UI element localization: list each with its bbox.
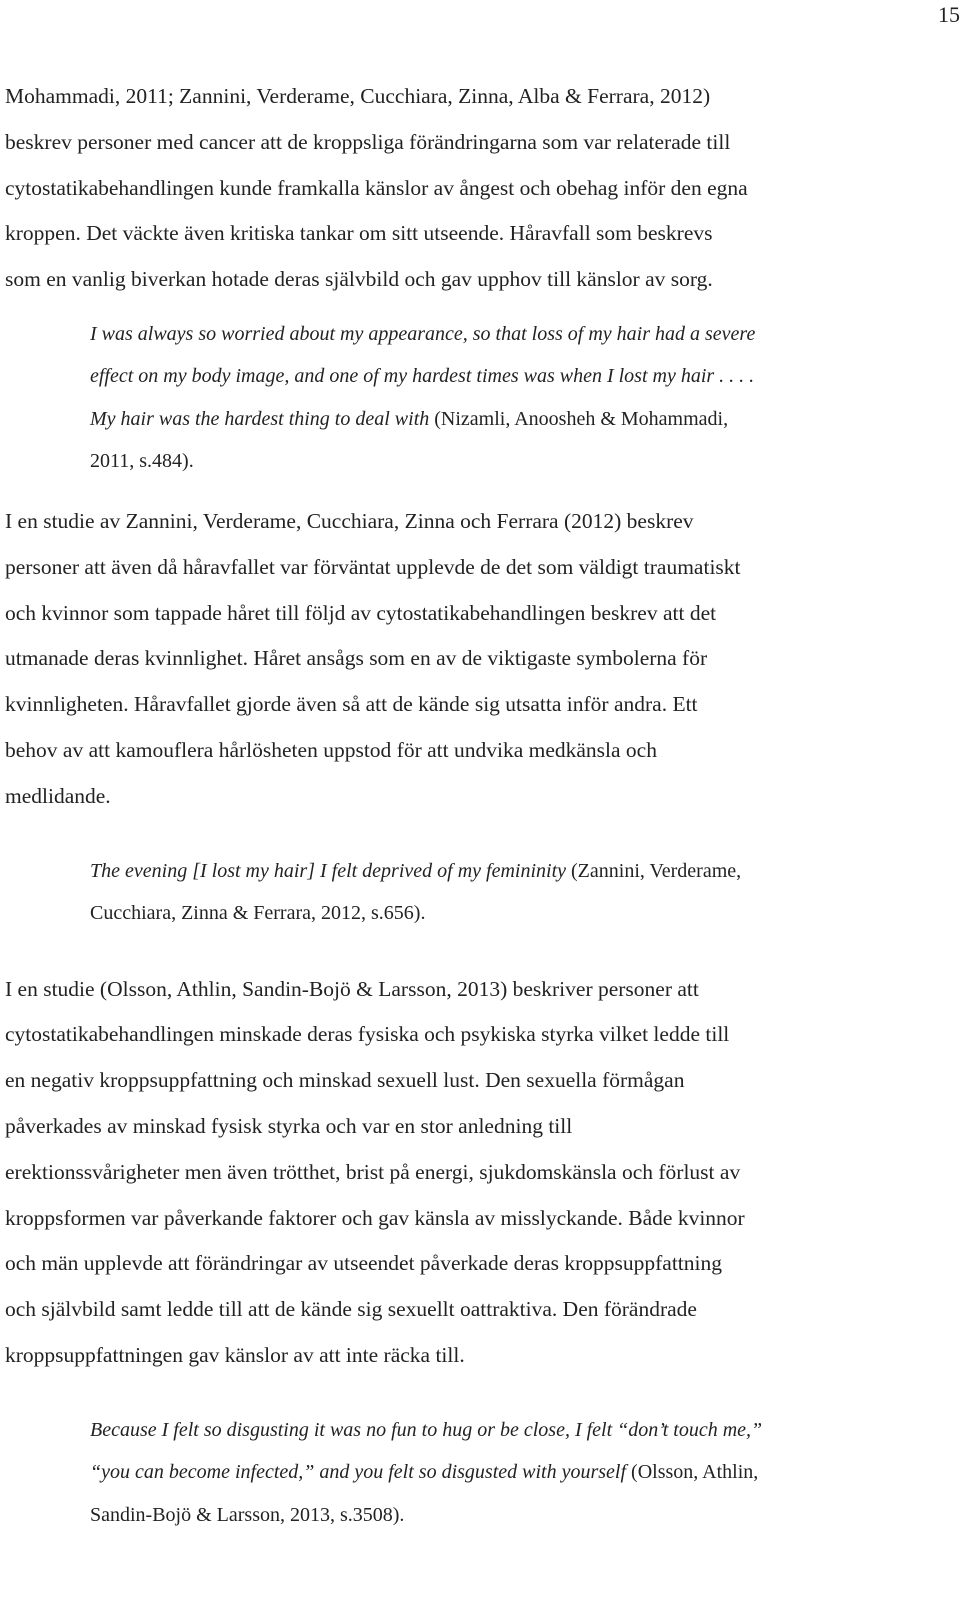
quote-text: The evening [I lost my hair] I felt deprived of my femininity (90, 859, 567, 882)
text-line: en negativ kroppsuppfattning och minskad sexuell lust. Den sexuella förmågan (5, 1068, 685, 1093)
text-line: cytostatikabehandlingen kunde framkalla känslor av ångest och obehag inför den egna (5, 175, 748, 200)
quote-line (90, 850, 945, 893)
text-line: I en studie (Olsson, Athlin, Sandin-Bojö & Larsson, 2013) beskriver personer att (5, 976, 699, 1001)
text-line: och självbild samt ledde till att de kände sig sexuellt oattraktiva. Den förändrade (5, 1297, 697, 1322)
text-line: och kvinnor som tappade håret till följd av cytostatikabehandlingen beskrev att det (5, 600, 717, 625)
text-line: Mohammadi, 2011; Zannini, Verderame, Cucchiara, Zinna, Alba & Ferrara, 2012) (5, 84, 711, 108)
text-line: som en vanlig biverkan hotade deras självbild och gav upphov till känslor av sorg. (5, 267, 713, 292)
text-line: påverkades av minskad fysisk styrka och var en stor anledning till (5, 1113, 573, 1138)
text-line: kvinnligheten. Håravfallet gjorde även så att de kände sig utsatta inför andra. Ett (5, 692, 698, 717)
block-quote-3 (5, 1409, 945, 1537)
citation-line: Cucchiara, Zinna & Ferrara, 2012, s.656). (90, 902, 426, 925)
block-quote-1 (5, 313, 945, 483)
text-line: utmanade deras kvinnlighet. Håret ansågs som en av de viktigaste symbolerna för (5, 646, 708, 671)
block-quote-2 (5, 850, 945, 935)
text-line: kroppsuppfattningen gav känslor av att inte räcka till. (5, 1342, 465, 1367)
text-line: och män upplevde att förändringar av utseendet påverkade deras kroppsuppfattning (5, 1251, 723, 1276)
citation: (Zannini, Verderame, (566, 859, 742, 882)
text-line: erektionssvårigheter men även trötthet, brist på energi, sjukdomskänsla och förlust av (5, 1159, 741, 1184)
document-body (5, 74, 945, 1536)
quote-text: “you can become infected,” and you felt so disgusted with yourself (90, 1461, 627, 1484)
body-paragraph-2 (5, 499, 945, 820)
text-line: cytostatikabehandlingen minskade deras fysiska och psykiska styrka vilket ledde till (5, 1022, 730, 1047)
text-line: medlidande. (5, 783, 111, 808)
text-line: personer att även då håravfallet var förväntat upplevde de det som väldigt traumatiskt (5, 554, 741, 579)
page-number: 15 (938, 2, 960, 27)
citation-line: Sandin-Bojö & Larsson, 2013, s.3508). (90, 1503, 405, 1526)
text-line: behov av att kamouflera hårlösheten uppstod för att undvika medkänsla och (5, 737, 657, 762)
quote-line: I was always so worried about my appearance, so that loss of my hair had a severe (90, 322, 756, 345)
citation: (Nizamli, Anoosheh & Mohammadi, (429, 407, 729, 430)
citation: (Olsson, Athlin, (626, 1461, 759, 1484)
text-line: beskrev personer med cancer att de kroppsliga förändringarna som var relaterade till (5, 129, 731, 154)
citation-line: 2011, s.484). (90, 450, 194, 473)
quote-line (90, 1451, 945, 1494)
text-line: kroppen. Det väckte även kritiska tankar om sitt utseende. Håravfall som beskrevs (5, 221, 713, 246)
body-paragraph-3 (5, 967, 945, 1379)
quote-text: My hair was the hardest thing to deal with (90, 407, 430, 430)
text-line: I en studie av Zannini, Verderame, Cucchiara, Zinna och Ferrara (2012) beskrev (5, 508, 694, 533)
body-paragraph-1 (5, 74, 945, 303)
text-line: kroppsformen var påverkande faktorer och gav känsla av misslyckande. Både kvinnor (5, 1205, 745, 1230)
quote-line: Because I felt so disgusting it was no fun to hug or be close, I felt “don’t touch me,” (90, 1418, 763, 1441)
quote-line: effect on my body image, and one of my hardest times was when I lost my hair . . . . (90, 365, 755, 388)
quote-line (90, 398, 945, 441)
